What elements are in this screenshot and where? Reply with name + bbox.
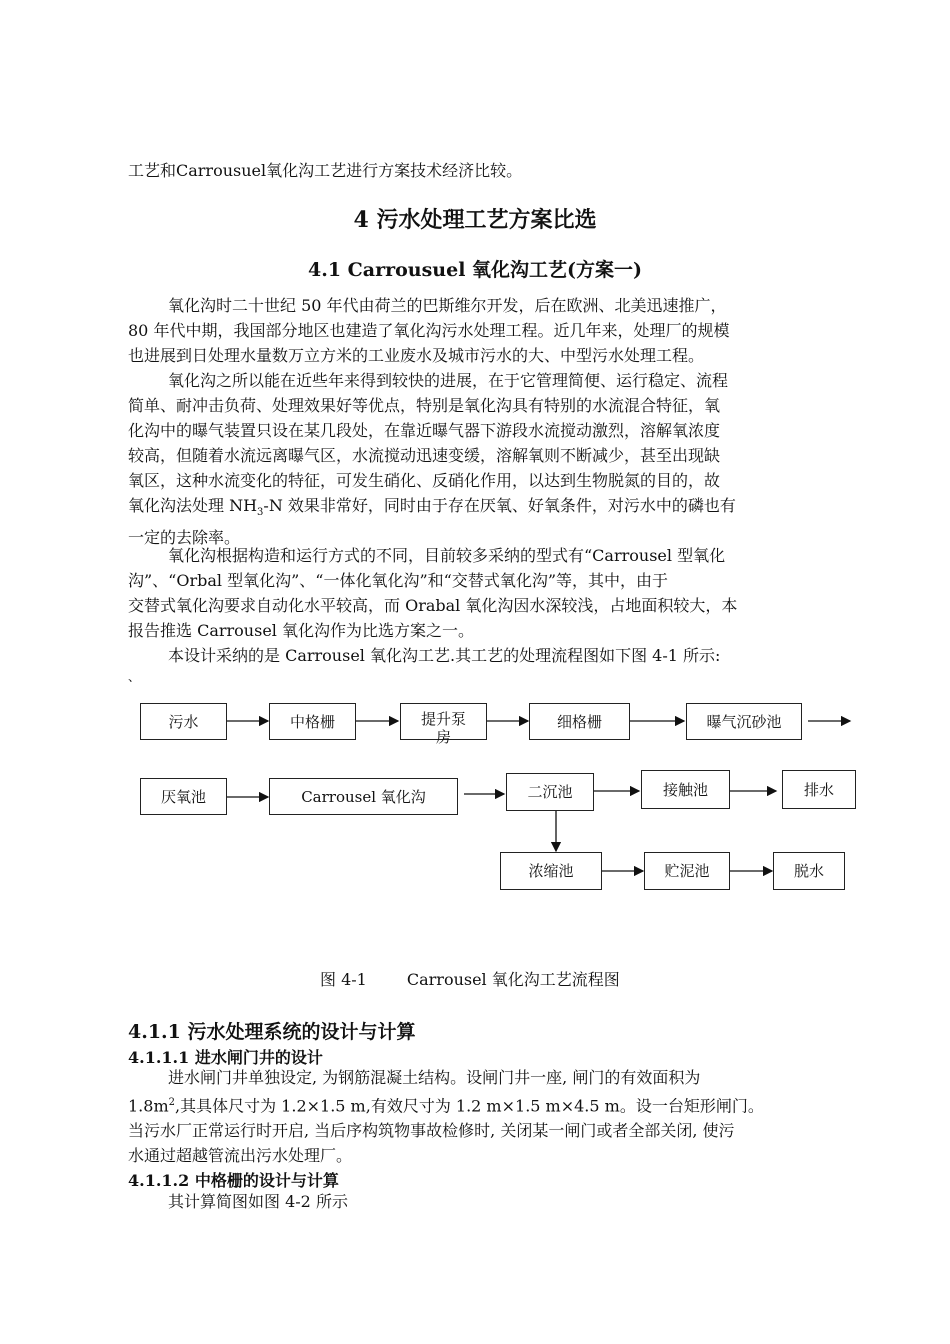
paragraph-line: 当污水厂正常运行时开启, 当后序构筑物事故检修时, 关闭某一闸门或者全部关闭, 使污 [128, 1121, 735, 1141]
figure-title: Carrousel 氧化沟工艺流程图 [406, 970, 620, 989]
paragraph-line-area: $1.8m^2$,其具体尺寸为 1.2×1.5 m,有效尺寸为 1.2 m×1.5 m×4.5 m。设一台矩形闸门。 [128, 1096, 764, 1116]
section-heading-4-1-1-1: 4.1.1.1 进水闸门井的设计 [128, 1048, 323, 1067]
main-heading: 4 污水处理工艺方案比选 [353, 207, 597, 233]
paragraph-line-nh3: 氧化沟法处理 $NH_3-N$ 效果非常好，同时由于存在厌氧、好氧条件，对污水中的磷也有 [128, 496, 736, 519]
paragraph-line: 进水闸门井单独设定, 为钢筋混凝土结构。设闸门井一座, 闸门的有效面积为 [168, 1068, 701, 1087]
flow-box-lift-pump [400, 703, 487, 746]
flow-box-carrousel: Carrousel 氧化沟 [269, 778, 458, 815]
intro-line: 工艺和Carrousuel氧化沟工艺进行方案技术经济比较。 [128, 161, 523, 180]
figure-caption [320, 967, 620, 990]
paragraph-line: 80 年代中期，我国部分地区也建造了氧化沟污水处理工程。近几年来，处理厂的规模 [128, 321, 730, 340]
paragraph-line: 沟”、“Orbal 型氧化沟”、“一体化氧化沟”和“交替式氧化沟”等，其中，由于 [128, 571, 669, 590]
paragraph-line: 较高，但随着水流远离曝气区，水流搅动迅速变缓，溶解氧则不断减少，甚至出现缺 [128, 446, 721, 465]
section-heading-4-1-1-2: 4.1.1.2 中格栅的设计与计算 [128, 1171, 339, 1190]
lift-pump-line-1: 提升泵 [420, 710, 466, 728]
flow-box-sewage: 污水 [140, 703, 227, 740]
paragraph-6: 其计算简图如图 4-2 所示 [168, 1192, 348, 1211]
flow-box-anaerobic: 厌氧池 [140, 778, 227, 815]
paragraph-line: 氧化沟之所以能在近些年来得到较快的进展，在于它管理简便、运行稳定、流程 [168, 371, 729, 390]
flow-box-thickener: 浓缩池 [500, 852, 602, 890]
flow-box-contact-tank: 接触池 [641, 770, 730, 809]
paragraph-5 [128, 1065, 850, 1168]
stray-mark: 、 [128, 670, 141, 684]
flow-box-secondary-clarifier: 二沉池 [506, 773, 594, 811]
flow-box-dewatering: 脱水 [773, 852, 845, 890]
paragraph-line: 氧化沟根据构造和运行方式的不同，目前较多采纳的型式有“Carrousel 型氧化 [168, 546, 726, 565]
paragraph-line: 氧化沟时二十世纪 50 年代由荷兰的巴斯维尔开发，后在欧洲、北美迅速推广， [168, 296, 727, 315]
paragraph-line: 化沟中的曝气装置只设在某几段处，在靠近曝气器下游段水流搅动激烈，溶解氧浓度 [128, 421, 721, 440]
sub-heading: 4.1 Carrousuel 氧化沟工艺(方案一) [307, 259, 643, 281]
flow-box-sludge-storage: 贮泥池 [644, 852, 730, 890]
paragraph-line: 交替式氧化沟要求自动化水平较高，而 Orabal 氧化沟因水深较浅，占地面积较大，本 [128, 596, 738, 615]
figure-number: 图 4-1 [320, 970, 367, 989]
paragraph-line: 一定的去除率。 [128, 528, 241, 548]
paragraph-line: 水通过超越管流出污水处理厂。 [128, 1146, 353, 1166]
paragraph-4: 本设计采纳的是 Carrousel 氧化沟工艺.其工艺的处理流程图如下图 4-1 所示: [168, 646, 721, 665]
paragraph-line: 简单、耐冲击负荷、处理效果好等优点，特别是氧化沟具有特别的水流混合特征，氧 [128, 396, 721, 415]
paragraph-line: 氧区，这种水流变化的特征，可发生硝化、反硝化作用，以达到生物脱氮的目的，故 [128, 471, 721, 490]
section-heading-4-1-1: 4.1.1 污水处理系统的设计与计算 [128, 1021, 416, 1043]
lift-pump-line-2: 房 [435, 728, 451, 746]
flow-box-discharge: 排水 [782, 770, 856, 809]
paragraph-line: 报告推选 Carrousel 氧化沟作为比选方案之一。 [128, 621, 474, 640]
flow-box-fine-screen: 细格栅 [529, 703, 630, 740]
flow-box-medium-screen: 中格栅 [269, 703, 356, 740]
flow-box-aerated-grit: 曝气沉砂池 [686, 703, 802, 740]
paragraph-line: 也进展到日处理水量数万立方米的工业废水及城市污水的大、中型污水处理工程。 [128, 346, 705, 365]
